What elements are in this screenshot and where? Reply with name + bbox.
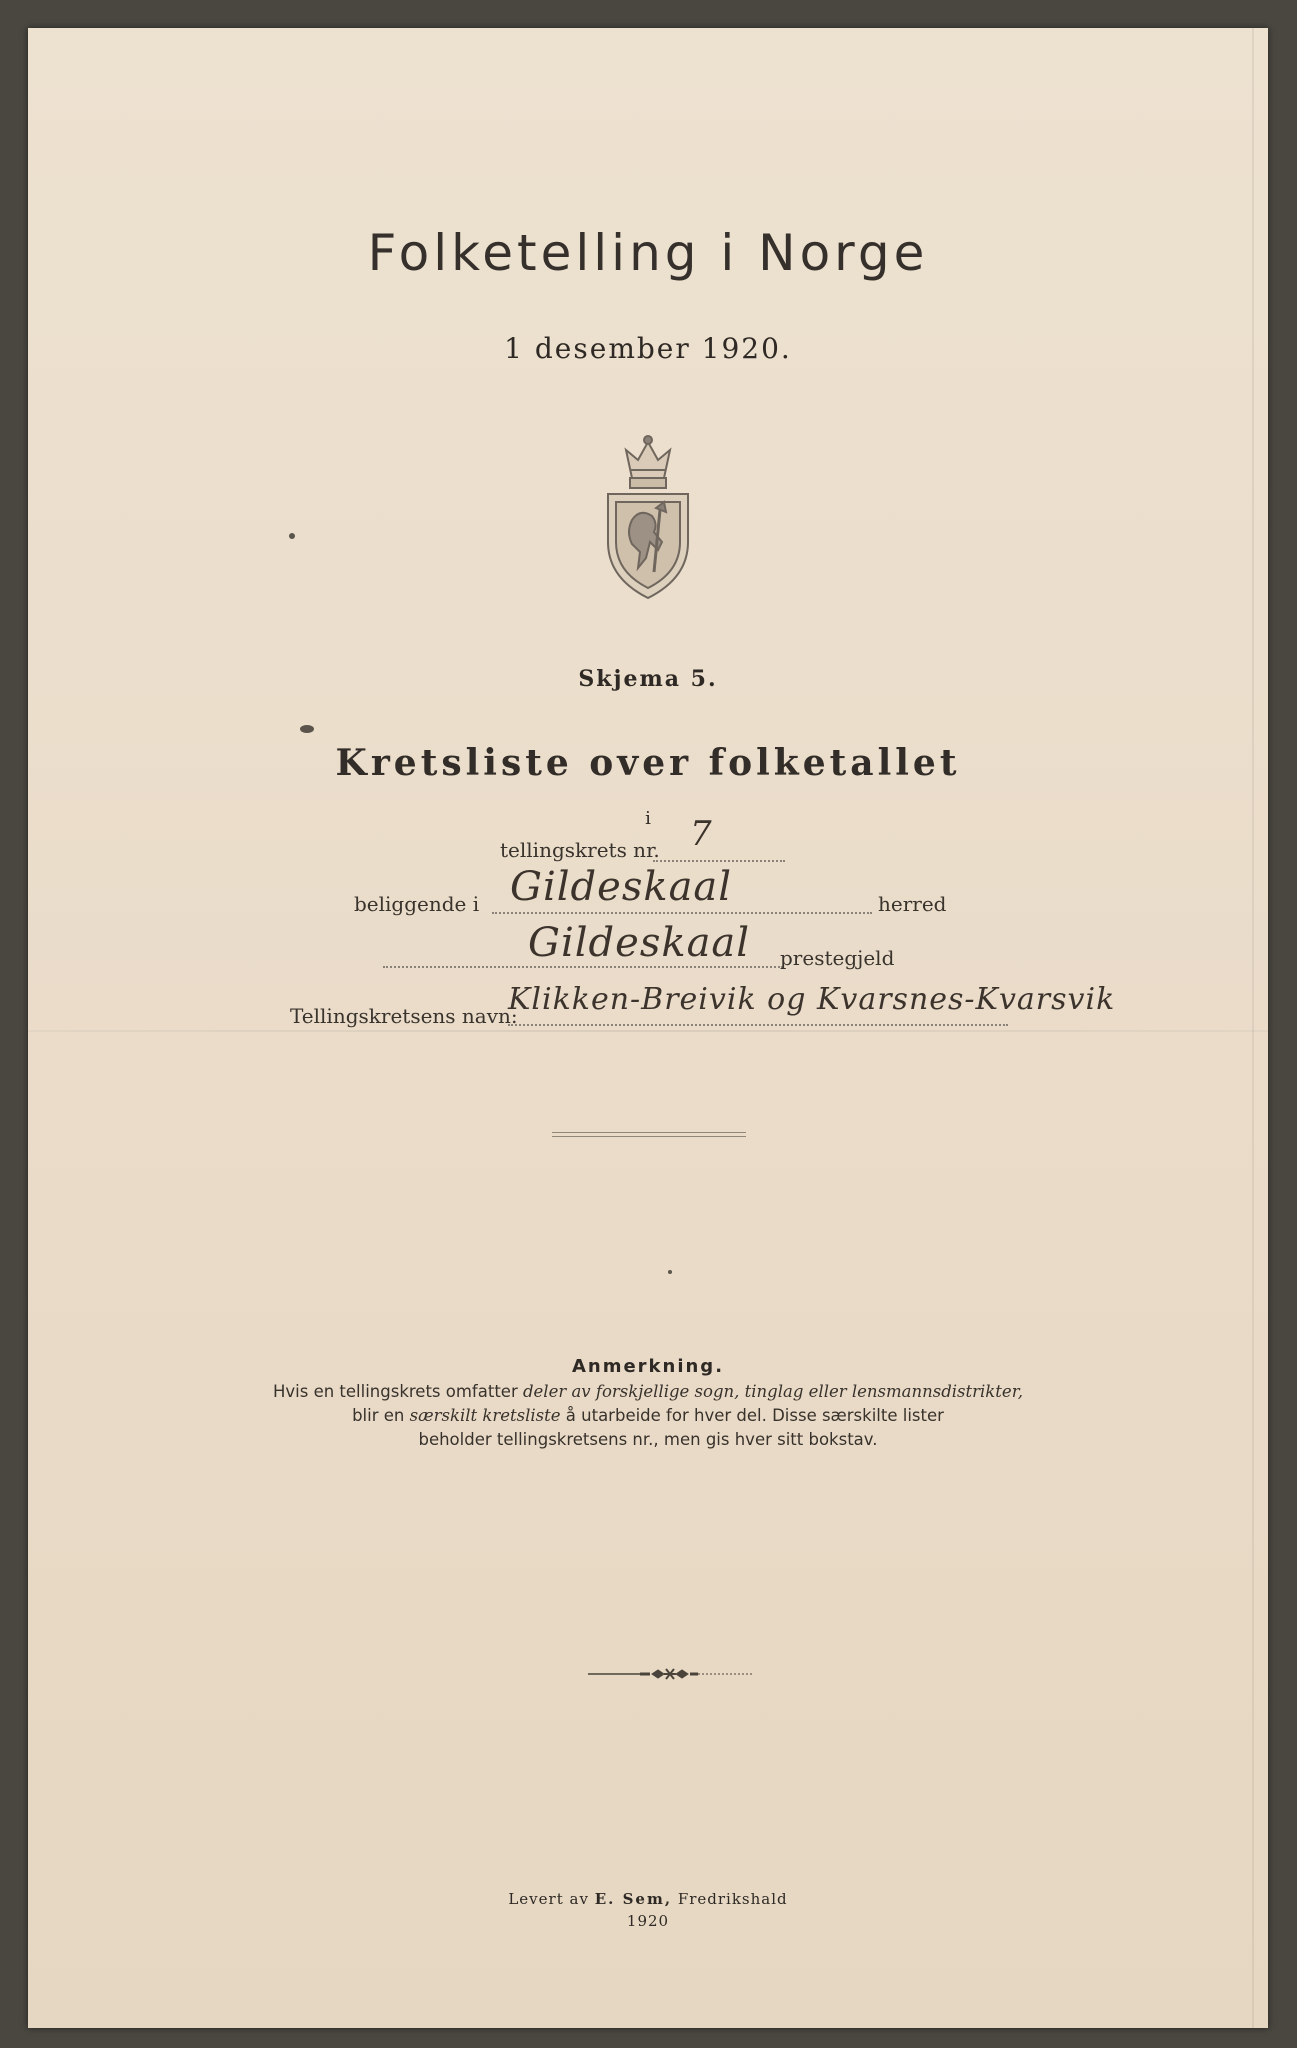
beliggende-label: beliggende i <box>354 892 480 916</box>
beliggende-value[interactable]: Gildeskaal <box>510 864 733 910</box>
navn-label: Tellingskretsens navn: <box>290 1004 518 1028</box>
note-line-1-italic: deler av forskjellige sogn, tinglag eller lensmannsdistrikter, <box>522 1382 1024 1401</box>
page-edge <box>1252 28 1254 2028</box>
printer-year: 1920 <box>626 1912 670 1930</box>
note-line-1-text: Hvis en tellingskrets omfatter <box>272 1382 523 1401</box>
note-line-2-prefix: blir en <box>352 1406 410 1425</box>
note-line-2 <box>28 1404 1268 1428</box>
ornament-divider-icon <box>588 1666 753 1682</box>
tellingskrets-line <box>653 860 785 862</box>
divider-upper <box>552 1132 746 1133</box>
printer-name: E. Sem, <box>594 1890 673 1908</box>
tellingskrets-label: tellingskrets nr. <box>500 838 660 862</box>
form-heading: Kretsliste over folketallet <box>335 742 961 784</box>
printer-prefix: Levert av <box>508 1890 595 1908</box>
ink-spot <box>289 533 295 539</box>
navn-line <box>508 1024 1008 1026</box>
ink-spot <box>300 725 314 733</box>
divider-lower <box>552 1136 746 1137</box>
page-title: Folketelling i Norge <box>367 224 929 282</box>
tellingskrets-value[interactable]: 7 <box>690 814 713 854</box>
fold-line <box>28 1030 1268 1032</box>
census-form-page <box>28 28 1268 2028</box>
navn-value[interactable]: Klikken-Breivik og Kvarsnes-Kvarsvik <box>508 982 1116 1017</box>
note-line-3: beholder tellingskretsens nr., men gis hver sitt bokstav. <box>418 1430 878 1449</box>
printer-credit <box>28 1890 1268 1908</box>
prestegjeld-line <box>383 966 783 968</box>
note-line-2-suffix: å utarbeide for hver del. Disse særskilte lister <box>560 1406 944 1425</box>
herred-label: herred <box>878 892 947 916</box>
ink-spot <box>668 1270 672 1274</box>
note-line-1 <box>28 1380 1268 1404</box>
heading-connector: i <box>645 808 651 829</box>
note-title: Anmerkning. <box>571 1356 725 1377</box>
printer-city: Fredrikshald <box>672 1890 788 1908</box>
schema-number: Skjema 5. <box>578 666 718 692</box>
beliggende-line <box>492 912 872 914</box>
norway-coat-of-arms-icon <box>602 432 694 600</box>
note-line-2-italic: særskilt kretsliste <box>409 1406 561 1425</box>
prestegjeld-label: prestegjeld <box>780 946 895 970</box>
prestegjeld-value[interactable]: Gildeskaal <box>528 920 751 966</box>
page-subtitle: 1 desember 1920. <box>504 332 792 365</box>
